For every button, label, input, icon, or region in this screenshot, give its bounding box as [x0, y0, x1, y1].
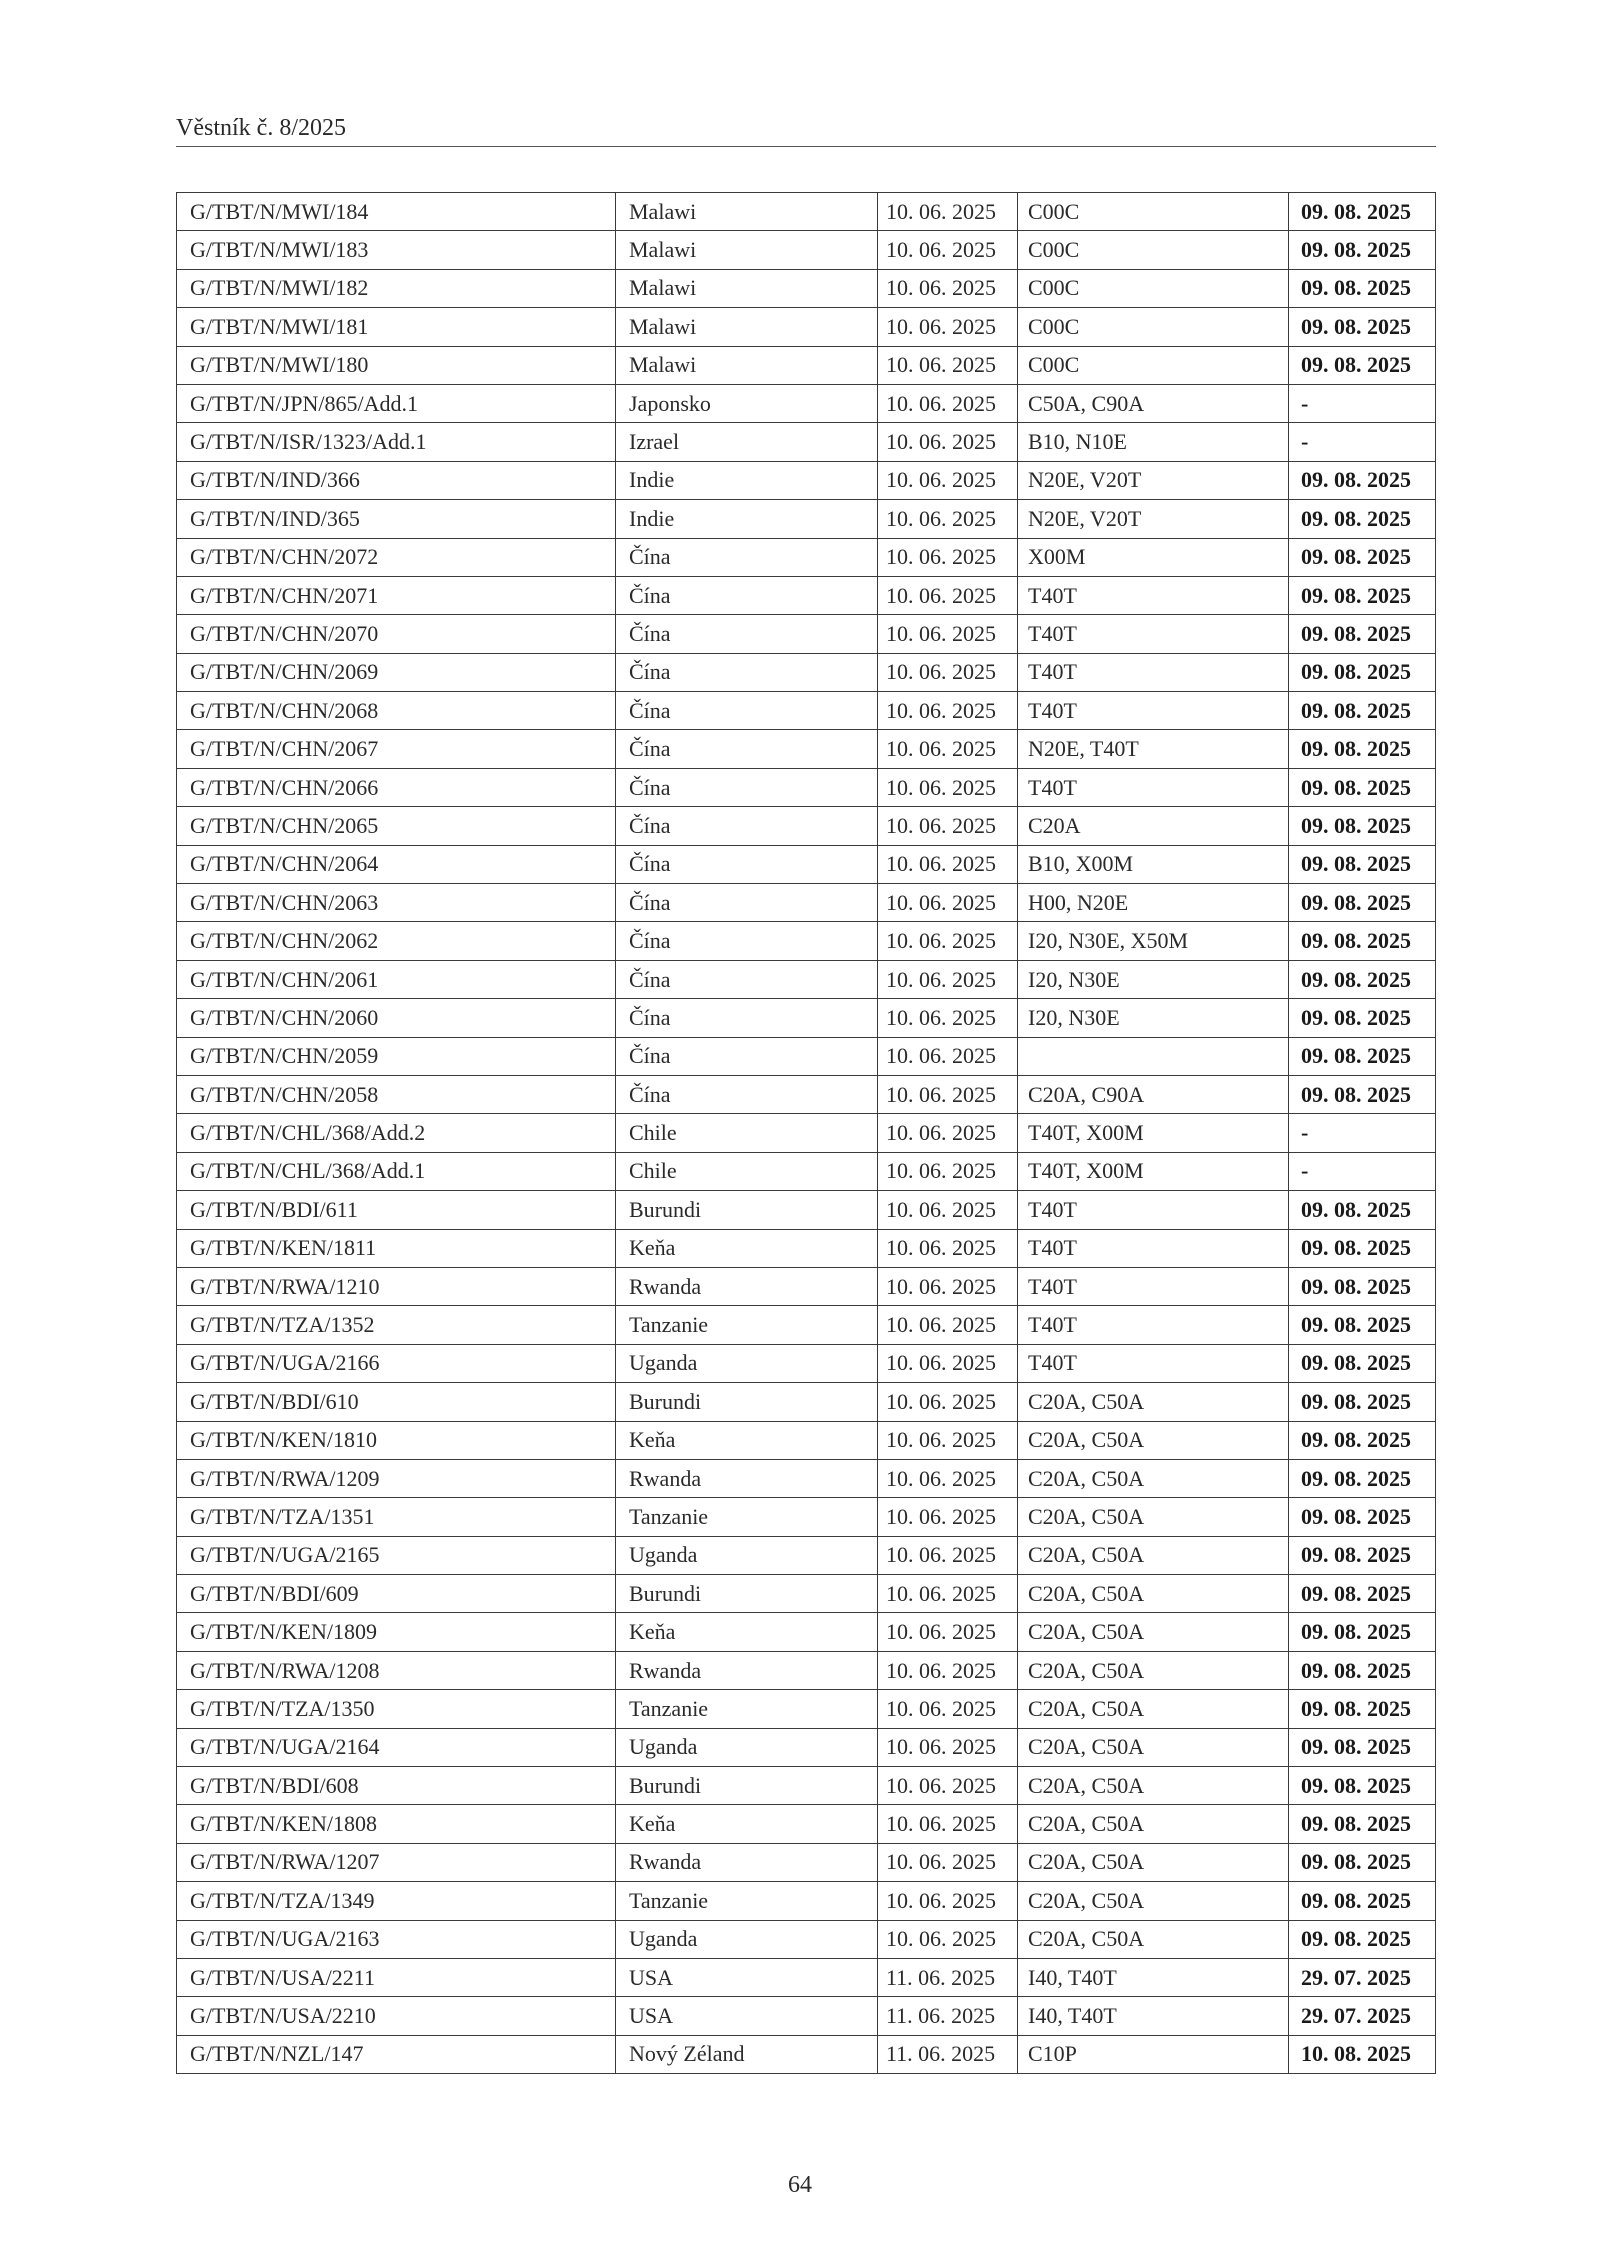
- date-cell: 10. 06. 2025: [878, 1690, 1018, 1728]
- ics-code-cell: C20A, C50A: [1018, 1613, 1289, 1651]
- country-cell: Čína: [616, 615, 878, 653]
- country-cell: Čína: [616, 692, 878, 730]
- notification-symbol-cell: G/TBT/N/MWI/184: [177, 193, 616, 231]
- country-cell: Uganda: [616, 1920, 878, 1958]
- comment-deadline-cell: -: [1289, 1114, 1436, 1152]
- ics-code-cell: [1018, 1037, 1289, 1075]
- comment-deadline-cell: 09. 08. 2025: [1289, 1498, 1436, 1536]
- table-row: [177, 1805, 1436, 1843]
- notification-symbol-cell: G/TBT/N/MWI/182: [177, 269, 616, 307]
- date-cell: 11. 06. 2025: [878, 1958, 1018, 1996]
- country-cell: Čína: [616, 1037, 878, 1075]
- date-cell: 10. 06. 2025: [878, 1306, 1018, 1344]
- comment-deadline-cell: 09. 08. 2025: [1289, 269, 1436, 307]
- comment-deadline-cell: 09. 08. 2025: [1289, 615, 1436, 653]
- ics-code-cell: T40T: [1018, 576, 1289, 614]
- comment-deadline-cell: 09. 08. 2025: [1289, 1075, 1436, 1113]
- ics-code-cell: C20A, C50A: [1018, 1651, 1289, 1689]
- date-cell: 10. 06. 2025: [878, 1728, 1018, 1766]
- date-cell: 10. 06. 2025: [878, 423, 1018, 461]
- table-row: [177, 999, 1436, 1037]
- comment-deadline-cell: 09. 08. 2025: [1289, 1306, 1436, 1344]
- notifications-table-body: [177, 193, 1436, 2074]
- table-row: [177, 269, 1436, 307]
- table-row: [177, 1037, 1436, 1075]
- ics-code-cell: T40T, X00M: [1018, 1114, 1289, 1152]
- notification-symbol-cell: G/TBT/N/CHN/2067: [177, 730, 616, 768]
- table-row: [177, 1536, 1436, 1574]
- table-row: [177, 1882, 1436, 1920]
- date-cell: 10. 06. 2025: [878, 1152, 1018, 1190]
- country-cell: USA: [616, 1958, 878, 1996]
- date-cell: 10. 06. 2025: [878, 730, 1018, 768]
- country-cell: Malawi: [616, 346, 878, 384]
- date-cell: 10. 06. 2025: [878, 692, 1018, 730]
- date-cell: 10. 06. 2025: [878, 807, 1018, 845]
- comment-deadline-cell: 09. 08. 2025: [1289, 845, 1436, 883]
- date-cell: 10. 06. 2025: [878, 1344, 1018, 1382]
- comment-deadline-cell: 09. 08. 2025: [1289, 1383, 1436, 1421]
- ics-code-cell: C20A, C50A: [1018, 1459, 1289, 1497]
- comment-deadline-cell: 09. 08. 2025: [1289, 884, 1436, 922]
- page-header: [176, 112, 1436, 147]
- comment-deadline-cell: 09. 08. 2025: [1289, 653, 1436, 691]
- ics-code-cell: C20A, C50A: [1018, 1767, 1289, 1805]
- comment-deadline-cell: 09. 08. 2025: [1289, 538, 1436, 576]
- date-cell: 10. 06. 2025: [878, 1920, 1018, 1958]
- notification-symbol-cell: G/TBT/N/KEN/1811: [177, 1229, 616, 1267]
- table-row: [177, 1498, 1436, 1536]
- table-row: [177, 1613, 1436, 1651]
- table-row: [177, 1114, 1436, 1152]
- table-row: [177, 884, 1436, 922]
- page-number: 64: [788, 2172, 812, 2198]
- comment-deadline-cell: 09. 08. 2025: [1289, 1229, 1436, 1267]
- notification-symbol-cell: G/TBT/N/CHN/2071: [177, 576, 616, 614]
- comment-deadline-cell: 09. 08. 2025: [1289, 1536, 1436, 1574]
- table-row: [177, 1728, 1436, 1766]
- notification-symbol-cell: G/TBT/N/KEN/1809: [177, 1613, 616, 1651]
- comment-deadline-cell: 09. 08. 2025: [1289, 461, 1436, 499]
- comment-deadline-cell: 09. 08. 2025: [1289, 1575, 1436, 1613]
- notification-symbol-cell: G/TBT/N/ISR/1323/Add.1: [177, 423, 616, 461]
- notification-symbol-cell: G/TBT/N/CHL/368/Add.1: [177, 1152, 616, 1190]
- notification-symbol-cell: G/TBT/N/CHN/2062: [177, 922, 616, 960]
- date-cell: 10. 06. 2025: [878, 768, 1018, 806]
- ics-code-cell: C20A, C50A: [1018, 1383, 1289, 1421]
- notification-symbol-cell: G/TBT/N/NZL/147: [177, 2035, 616, 2073]
- table-row: [177, 1997, 1436, 2035]
- comment-deadline-cell: 09. 08. 2025: [1289, 1267, 1436, 1305]
- table-row: [177, 922, 1436, 960]
- country-cell: Čína: [616, 922, 878, 960]
- date-cell: 10. 06. 2025: [878, 884, 1018, 922]
- country-cell: Burundi: [616, 1383, 878, 1421]
- country-cell: Malawi: [616, 269, 878, 307]
- table-row: [177, 807, 1436, 845]
- comment-deadline-cell: 09. 08. 2025: [1289, 960, 1436, 998]
- date-cell: 10. 06. 2025: [878, 1882, 1018, 1920]
- comment-deadline-cell: 09. 08. 2025: [1289, 730, 1436, 768]
- comment-deadline-cell: 09. 08. 2025: [1289, 1920, 1436, 1958]
- country-cell: Čína: [616, 653, 878, 691]
- date-cell: 10. 06. 2025: [878, 461, 1018, 499]
- ics-code-cell: C20A, C50A: [1018, 1498, 1289, 1536]
- country-cell: Indie: [616, 500, 878, 538]
- date-cell: 10. 06. 2025: [878, 1575, 1018, 1613]
- table-row: [177, 193, 1436, 231]
- notification-symbol-cell: G/TBT/N/BDI/610: [177, 1383, 616, 1421]
- date-cell: 10. 06. 2025: [878, 384, 1018, 422]
- ics-code-cell: T40T: [1018, 692, 1289, 730]
- notification-symbol-cell: G/TBT/N/BDI/608: [177, 1767, 616, 1805]
- comment-deadline-cell: 09. 08. 2025: [1289, 807, 1436, 845]
- table-row: [177, 1191, 1436, 1229]
- date-cell: 10. 06. 2025: [878, 999, 1018, 1037]
- comment-deadline-cell: 09. 08. 2025: [1289, 768, 1436, 806]
- notification-symbol-cell: G/TBT/N/UGA/2164: [177, 1728, 616, 1766]
- country-cell: Čína: [616, 807, 878, 845]
- country-cell: Čína: [616, 884, 878, 922]
- ics-code-cell: C00C: [1018, 269, 1289, 307]
- ics-code-cell: C20A, C90A: [1018, 1075, 1289, 1113]
- notification-symbol-cell: G/TBT/N/USA/2210: [177, 1997, 616, 2035]
- country-cell: Indie: [616, 461, 878, 499]
- country-cell: Izrael: [616, 423, 878, 461]
- ics-code-cell: I40, T40T: [1018, 1958, 1289, 1996]
- notification-symbol-cell: G/TBT/N/UGA/2165: [177, 1536, 616, 1574]
- notification-symbol-cell: G/TBT/N/RWA/1209: [177, 1459, 616, 1497]
- country-cell: Tanzanie: [616, 1690, 878, 1728]
- ics-code-cell: T40T: [1018, 1191, 1289, 1229]
- comment-deadline-cell: 09. 08. 2025: [1289, 922, 1436, 960]
- date-cell: 10. 06. 2025: [878, 845, 1018, 883]
- ics-code-cell: C20A, C50A: [1018, 1843, 1289, 1881]
- comment-deadline-cell: 29. 07. 2025: [1289, 1997, 1436, 2035]
- country-cell: Nový Zéland: [616, 2035, 878, 2073]
- comment-deadline-cell: -: [1289, 384, 1436, 422]
- comment-deadline-cell: 29. 07. 2025: [1289, 1958, 1436, 1996]
- date-cell: 10. 06. 2025: [878, 500, 1018, 538]
- country-cell: Malawi: [616, 308, 878, 346]
- ics-code-cell: N20E, V20T: [1018, 500, 1289, 538]
- country-cell: Chile: [616, 1114, 878, 1152]
- notification-symbol-cell: G/TBT/N/RWA/1210: [177, 1267, 616, 1305]
- notification-symbol-cell: G/TBT/N/CHN/2072: [177, 538, 616, 576]
- notification-symbol-cell: G/TBT/N/TZA/1350: [177, 1690, 616, 1728]
- notification-symbol-cell: G/TBT/N/JPN/865/Add.1: [177, 384, 616, 422]
- country-cell: Rwanda: [616, 1267, 878, 1305]
- date-cell: 10. 06. 2025: [878, 922, 1018, 960]
- comment-deadline-cell: 09. 08. 2025: [1289, 231, 1436, 269]
- table-row: [177, 2035, 1436, 2073]
- date-cell: 10. 06. 2025: [878, 960, 1018, 998]
- country-cell: Čína: [616, 576, 878, 614]
- ics-code-cell: N20E, T40T: [1018, 730, 1289, 768]
- notification-symbol-cell: G/TBT/N/CHL/368/Add.2: [177, 1114, 616, 1152]
- country-cell: Keňa: [616, 1805, 878, 1843]
- ics-code-cell: C20A, C50A: [1018, 1575, 1289, 1613]
- date-cell: 10. 06. 2025: [878, 576, 1018, 614]
- notification-symbol-cell: G/TBT/N/UGA/2166: [177, 1344, 616, 1382]
- date-cell: 10. 06. 2025: [878, 1075, 1018, 1113]
- ics-code-cell: C20A, C50A: [1018, 1882, 1289, 1920]
- date-cell: 10. 06. 2025: [878, 1536, 1018, 1574]
- notification-symbol-cell: G/TBT/N/CHN/2070: [177, 615, 616, 653]
- country-cell: Čína: [616, 538, 878, 576]
- notification-symbol-cell: G/TBT/N/KEN/1808: [177, 1805, 616, 1843]
- country-cell: Rwanda: [616, 1843, 878, 1881]
- notification-symbol-cell: G/TBT/N/RWA/1207: [177, 1843, 616, 1881]
- notification-symbol-cell: G/TBT/N/MWI/181: [177, 308, 616, 346]
- date-cell: 10. 06. 2025: [878, 308, 1018, 346]
- table-row: [177, 653, 1436, 691]
- notification-symbol-cell: G/TBT/N/CHN/2063: [177, 884, 616, 922]
- table-row: [177, 1459, 1436, 1497]
- date-cell: 10. 06. 2025: [878, 1114, 1018, 1152]
- table-row: [177, 500, 1436, 538]
- date-cell: 10. 06. 2025: [878, 1383, 1018, 1421]
- ics-code-cell: C50A, C90A: [1018, 384, 1289, 422]
- country-cell: Tanzanie: [616, 1882, 878, 1920]
- ics-code-cell: C00C: [1018, 193, 1289, 231]
- notification-symbol-cell: G/TBT/N/CHN/2064: [177, 845, 616, 883]
- ics-code-cell: C20A, C50A: [1018, 1421, 1289, 1459]
- notification-symbol-cell: G/TBT/N/CHN/2059: [177, 1037, 616, 1075]
- ics-code-cell: C10P: [1018, 2035, 1289, 2073]
- date-cell: 10. 06. 2025: [878, 1498, 1018, 1536]
- ics-code-cell: C00C: [1018, 308, 1289, 346]
- ics-code-cell: C20A, C50A: [1018, 1805, 1289, 1843]
- date-cell: 10. 06. 2025: [878, 1613, 1018, 1651]
- table-row: [177, 1575, 1436, 1613]
- date-cell: 10. 06. 2025: [878, 346, 1018, 384]
- table-row: [177, 845, 1436, 883]
- country-cell: Malawi: [616, 193, 878, 231]
- comment-deadline-cell: 09. 08. 2025: [1289, 1805, 1436, 1843]
- table-row: [177, 1767, 1436, 1805]
- table-row: [177, 1383, 1436, 1421]
- notification-symbol-cell: G/TBT/N/CHN/2058: [177, 1075, 616, 1113]
- country-cell: Malawi: [616, 231, 878, 269]
- date-cell: 10. 06. 2025: [878, 1267, 1018, 1305]
- comment-deadline-cell: 09. 08. 2025: [1289, 1037, 1436, 1075]
- date-cell: 10. 06. 2025: [878, 653, 1018, 691]
- ics-code-cell: C00C: [1018, 231, 1289, 269]
- notification-symbol-cell: G/TBT/N/CHN/2060: [177, 999, 616, 1037]
- ics-code-cell: T40T: [1018, 768, 1289, 806]
- table-row: [177, 730, 1436, 768]
- country-cell: Čína: [616, 768, 878, 806]
- ics-code-cell: C20A: [1018, 807, 1289, 845]
- date-cell: 10. 06. 2025: [878, 1805, 1018, 1843]
- table-row: [177, 576, 1436, 614]
- table-row: [177, 1152, 1436, 1190]
- notification-symbol-cell: G/TBT/N/USA/2211: [177, 1958, 616, 1996]
- notification-symbol-cell: G/TBT/N/CHN/2069: [177, 653, 616, 691]
- ics-code-cell: T40T: [1018, 615, 1289, 653]
- country-cell: Keňa: [616, 1421, 878, 1459]
- comment-deadline-cell: 09. 08. 2025: [1289, 1767, 1436, 1805]
- country-cell: Čína: [616, 730, 878, 768]
- table-row: [177, 1306, 1436, 1344]
- table-row: [177, 1690, 1436, 1728]
- country-cell: Tanzanie: [616, 1498, 878, 1536]
- table-row: [177, 231, 1436, 269]
- table-row: [177, 1958, 1436, 1996]
- comment-deadline-cell: 09. 08. 2025: [1289, 1459, 1436, 1497]
- date-cell: 11. 06. 2025: [878, 1997, 1018, 2035]
- comment-deadline-cell: 09. 08. 2025: [1289, 1344, 1436, 1382]
- date-cell: 10. 06. 2025: [878, 1229, 1018, 1267]
- ics-code-cell: X00M: [1018, 538, 1289, 576]
- ics-code-cell: C20A, C50A: [1018, 1536, 1289, 1574]
- date-cell: 10. 06. 2025: [878, 1459, 1018, 1497]
- notification-symbol-cell: G/TBT/N/TZA/1349: [177, 1882, 616, 1920]
- comment-deadline-cell: 09. 08. 2025: [1289, 1191, 1436, 1229]
- table-row: [177, 308, 1436, 346]
- notification-symbol-cell: G/TBT/N/RWA/1208: [177, 1651, 616, 1689]
- country-cell: Burundi: [616, 1191, 878, 1229]
- notification-symbol-cell: G/TBT/N/TZA/1351: [177, 1498, 616, 1536]
- ics-code-cell: I20, N30E: [1018, 999, 1289, 1037]
- country-cell: Uganda: [616, 1728, 878, 1766]
- comment-deadline-cell: 09. 08. 2025: [1289, 193, 1436, 231]
- country-cell: Čína: [616, 1075, 878, 1113]
- country-cell: Keňa: [616, 1613, 878, 1651]
- table-row: [177, 1421, 1436, 1459]
- table-row: [177, 768, 1436, 806]
- notification-symbol-cell: G/TBT/N/MWI/180: [177, 346, 616, 384]
- ics-code-cell: I40, T40T: [1018, 1997, 1289, 2035]
- table-row: [177, 1344, 1436, 1382]
- country-cell: Čína: [616, 960, 878, 998]
- country-cell: Burundi: [616, 1767, 878, 1805]
- journal-title: Věstník č. 8/2025: [176, 115, 346, 141]
- date-cell: 10. 06. 2025: [878, 1037, 1018, 1075]
- ics-code-cell: C20A, C50A: [1018, 1920, 1289, 1958]
- ics-code-cell: T40T: [1018, 1267, 1289, 1305]
- comment-deadline-cell: 09. 08. 2025: [1289, 1613, 1436, 1651]
- country-cell: USA: [616, 1997, 878, 2035]
- ics-code-cell: C20A, C50A: [1018, 1728, 1289, 1766]
- table-row: [177, 960, 1436, 998]
- ics-code-cell: T40T: [1018, 653, 1289, 691]
- date-cell: 10. 06. 2025: [878, 193, 1018, 231]
- country-cell: Čína: [616, 845, 878, 883]
- table-row: [177, 1651, 1436, 1689]
- notification-symbol-cell: G/TBT/N/CHN/2065: [177, 807, 616, 845]
- comment-deadline-cell: 09. 08. 2025: [1289, 308, 1436, 346]
- comment-deadline-cell: 09. 08. 2025: [1289, 346, 1436, 384]
- notification-symbol-cell: G/TBT/N/CHN/2061: [177, 960, 616, 998]
- comment-deadline-cell: 10. 08. 2025: [1289, 2035, 1436, 2073]
- date-cell: 10. 06. 2025: [878, 1767, 1018, 1805]
- date-cell: 10. 06. 2025: [878, 1651, 1018, 1689]
- notification-symbol-cell: G/TBT/N/TZA/1352: [177, 1306, 616, 1344]
- notification-symbol-cell: G/TBT/N/KEN/1810: [177, 1421, 616, 1459]
- country-cell: Uganda: [616, 1344, 878, 1382]
- table-row: [177, 1920, 1436, 1958]
- ics-code-cell: B10, X00M: [1018, 845, 1289, 883]
- comment-deadline-cell: 09. 08. 2025: [1289, 999, 1436, 1037]
- notification-symbol-cell: G/TBT/N/BDI/609: [177, 1575, 616, 1613]
- ics-code-cell: B10, N10E: [1018, 423, 1289, 461]
- country-cell: Rwanda: [616, 1459, 878, 1497]
- table-row: [177, 615, 1436, 653]
- table-row: [177, 423, 1436, 461]
- table-row: [177, 384, 1436, 422]
- table-row: [177, 538, 1436, 576]
- date-cell: 10. 06. 2025: [878, 269, 1018, 307]
- comment-deadline-cell: 09. 08. 2025: [1289, 500, 1436, 538]
- ics-code-cell: T40T: [1018, 1306, 1289, 1344]
- comment-deadline-cell: 09. 08. 2025: [1289, 1421, 1436, 1459]
- date-cell: 10. 06. 2025: [878, 1421, 1018, 1459]
- country-cell: Japonsko: [616, 384, 878, 422]
- comment-deadline-cell: 09. 08. 2025: [1289, 692, 1436, 730]
- table-row: [177, 346, 1436, 384]
- ics-code-cell: T40T: [1018, 1344, 1289, 1382]
- date-cell: 10. 06. 2025: [878, 231, 1018, 269]
- ics-code-cell: C00C: [1018, 346, 1289, 384]
- notification-symbol-cell: G/TBT/N/CHN/2066: [177, 768, 616, 806]
- comment-deadline-cell: -: [1289, 1152, 1436, 1190]
- comment-deadline-cell: 09. 08. 2025: [1289, 1882, 1436, 1920]
- notifications-table: [176, 192, 1436, 2074]
- country-cell: Chile: [616, 1152, 878, 1190]
- notification-symbol-cell: G/TBT/N/IND/365: [177, 500, 616, 538]
- table-row: [177, 1843, 1436, 1881]
- country-cell: Uganda: [616, 1536, 878, 1574]
- ics-code-cell: T40T, X00M: [1018, 1152, 1289, 1190]
- ics-code-cell: T40T: [1018, 1229, 1289, 1267]
- table-row: [177, 1075, 1436, 1113]
- comment-deadline-cell: 09. 08. 2025: [1289, 1690, 1436, 1728]
- country-cell: Burundi: [616, 1575, 878, 1613]
- notification-symbol-cell: G/TBT/N/UGA/2163: [177, 1920, 616, 1958]
- date-cell: 10. 06. 2025: [878, 1191, 1018, 1229]
- table-row: [177, 461, 1436, 499]
- country-cell: Tanzanie: [616, 1306, 878, 1344]
- notification-symbol-cell: G/TBT/N/BDI/611: [177, 1191, 616, 1229]
- notification-symbol-cell: G/TBT/N/MWI/183: [177, 231, 616, 269]
- ics-code-cell: N20E, V20T: [1018, 461, 1289, 499]
- country-cell: Čína: [616, 999, 878, 1037]
- ics-code-cell: I20, N30E: [1018, 960, 1289, 998]
- comment-deadline-cell: 09. 08. 2025: [1289, 1728, 1436, 1766]
- table-row: [177, 1229, 1436, 1267]
- comment-deadline-cell: 09. 08. 2025: [1289, 1843, 1436, 1881]
- ics-code-cell: H00, N20E: [1018, 884, 1289, 922]
- comment-deadline-cell: 09. 08. 2025: [1289, 1651, 1436, 1689]
- country-cell: Keňa: [616, 1229, 878, 1267]
- ics-code-cell: I20, N30E, X50M: [1018, 922, 1289, 960]
- table-row: [177, 692, 1436, 730]
- date-cell: 10. 06. 2025: [878, 1843, 1018, 1881]
- date-cell: 10. 06. 2025: [878, 538, 1018, 576]
- comment-deadline-cell: 09. 08. 2025: [1289, 576, 1436, 614]
- ics-code-cell: C20A, C50A: [1018, 1690, 1289, 1728]
- comment-deadline-cell: -: [1289, 423, 1436, 461]
- notification-symbol-cell: G/TBT/N/CHN/2068: [177, 692, 616, 730]
- notification-symbol-cell: G/TBT/N/IND/366: [177, 461, 616, 499]
- table-row: [177, 1267, 1436, 1305]
- country-cell: Rwanda: [616, 1651, 878, 1689]
- date-cell: 10. 06. 2025: [878, 615, 1018, 653]
- date-cell: 11. 06. 2025: [878, 2035, 1018, 2073]
